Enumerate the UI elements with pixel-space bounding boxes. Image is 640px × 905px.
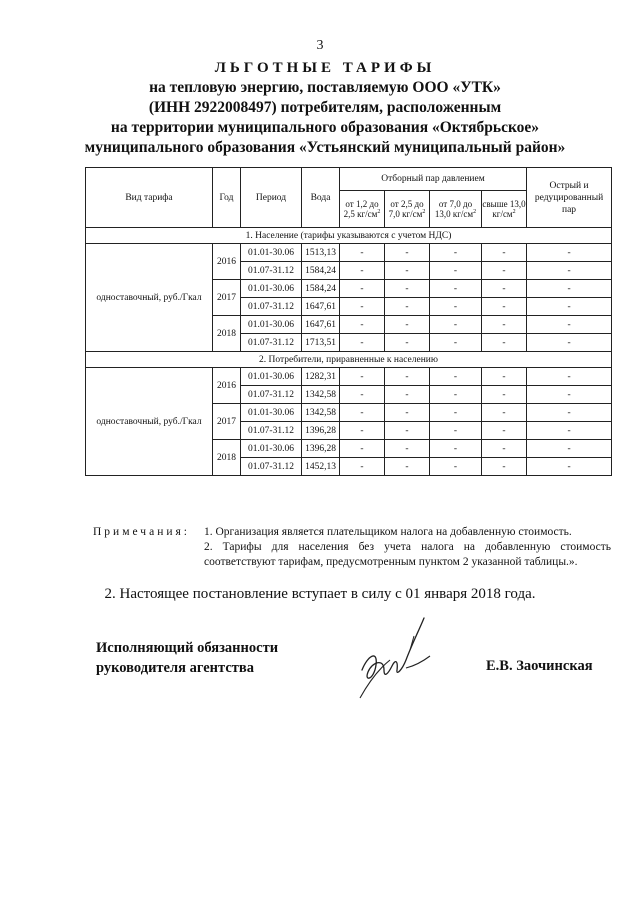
handwritten-signature — [350, 610, 440, 700]
title-heading: ЛЬГОТНЫЕ ТАРИФЫ — [214, 60, 436, 76]
header-pressure-4: свыше 13,0 $кг/см^2$ — [482, 191, 527, 228]
p3-cell: - — [430, 244, 482, 262]
water-cell: 1584,24 — [302, 262, 340, 280]
sharp-cell: - — [527, 368, 612, 386]
p4-cell: - — [482, 316, 527, 334]
water-cell: 1584,24 — [302, 280, 340, 298]
water-cell: 1647,61 — [302, 298, 340, 316]
p2-cell: - — [385, 334, 430, 352]
signatory-role: Исполняющий обязанности руководителя агентства — [96, 640, 279, 676]
sharp-cell: - — [527, 458, 612, 476]
period-cell: 01.07-31.12 — [241, 386, 302, 404]
header-pressure-3: от 7,0 до 13,0 $кг/см^2$ — [430, 191, 482, 228]
p1-cell: - — [340, 280, 385, 298]
p4-cell: - — [482, 458, 527, 476]
sharp-cell: - — [527, 386, 612, 404]
p1-cell: - — [340, 244, 385, 262]
period-cell: 01.01-30.06 — [241, 280, 302, 298]
year-cell: 2016 — [213, 368, 241, 404]
p3-cell: - — [430, 440, 482, 458]
document-title — [40, 58, 610, 158]
period-cell: 01.01-30.06 — [241, 244, 302, 262]
p4-cell: - — [482, 244, 527, 262]
note-2b: соответствуют тарифам, предусмотренным пунктом 2 указанной таблицы.». — [204, 556, 578, 568]
header-water: Вода — [302, 168, 340, 228]
p4-cell: - — [482, 280, 527, 298]
year-cell: 2018 — [213, 440, 241, 476]
period-cell: 01.07-31.12 — [241, 334, 302, 352]
notes-label: Примечания: — [93, 526, 190, 538]
sharp-cell: - — [527, 422, 612, 440]
sharp-cell: - — [527, 440, 612, 458]
p1-cell: - — [340, 334, 385, 352]
p1-cell: - — [340, 298, 385, 316]
tariff-table — [85, 167, 612, 476]
p2-cell: - — [385, 262, 430, 280]
title-line-1: на тепловую энергию, поставляемую ООО «УТК» — [149, 79, 501, 96]
water-cell: 1342,58 — [302, 386, 340, 404]
p3-cell: - — [430, 334, 482, 352]
sharp-cell: - — [527, 404, 612, 422]
header-sharp-steam: Острый и редуцированный пар — [527, 168, 612, 228]
table-row — [86, 368, 612, 386]
tariff-type-cell: одноставочный, руб./Гкал — [86, 368, 213, 476]
header-steam: Отборный пар давлением — [340, 168, 527, 191]
water-cell: 1452,13 — [302, 458, 340, 476]
period-cell: 01.01-30.06 — [241, 316, 302, 334]
section-title: 1. Население (тарифы указываются с учетом НДС) — [86, 228, 612, 244]
water-cell: 1342,58 — [302, 404, 340, 422]
p2-cell: - — [385, 244, 430, 262]
p3-cell: - — [430, 316, 482, 334]
p3-cell: - — [430, 458, 482, 476]
p3-cell: - — [430, 298, 482, 316]
period-cell: 01.07-31.12 — [241, 298, 302, 316]
sharp-cell: - — [527, 316, 612, 334]
p1-cell: - — [340, 404, 385, 422]
note-1: 1. Организация является плательщиком налога на добавленную стоимость. — [204, 526, 572, 538]
period-cell: 01.01-30.06 — [241, 440, 302, 458]
header-pressure-1: от 1,2 до 2,5 $кг/см^2$ — [340, 191, 385, 228]
title-line-3: на территории муниципального образования «Октябрьское» — [110, 119, 540, 136]
p4-cell: - — [482, 386, 527, 404]
period-cell: 01.07-31.12 — [241, 422, 302, 440]
p3-cell: - — [430, 368, 482, 386]
year-cell: 2017 — [213, 280, 241, 316]
p2-cell: - — [385, 458, 430, 476]
water-cell: 1282,31 — [302, 368, 340, 386]
water-cell: 1513,13 — [302, 244, 340, 262]
sharp-cell: - — [527, 334, 612, 352]
header-year: Год — [213, 168, 241, 228]
p2-cell: - — [385, 440, 430, 458]
water-cell: 1713,51 — [302, 334, 340, 352]
p4-cell: - — [482, 368, 527, 386]
year-cell: 2017 — [213, 404, 241, 440]
water-cell: 1396,28 — [302, 440, 340, 458]
tariff-type-cell: одноставочный, руб./Гкал — [86, 244, 213, 352]
table-row — [86, 244, 612, 262]
title-line-2: (ИНН 2922008497) потребителям, расположенным — [148, 99, 502, 116]
p1-cell: - — [340, 458, 385, 476]
p3-cell: - — [430, 404, 482, 422]
p3-cell: - — [430, 280, 482, 298]
period-cell: 01.07-31.12 — [241, 262, 302, 280]
p4-cell: - — [482, 262, 527, 280]
period-cell: 01.01-30.06 — [241, 404, 302, 422]
header-period: Период — [241, 168, 302, 228]
p4-cell: - — [482, 298, 527, 316]
period-cell: 01.07-31.12 — [241, 458, 302, 476]
p1-cell: - — [340, 440, 385, 458]
p3-cell: - — [430, 386, 482, 404]
p1-cell: - — [340, 262, 385, 280]
header-pressure-2: от 2,5 до 7,0 $кг/см^2$ — [385, 191, 430, 228]
p1-cell: - — [340, 422, 385, 440]
sharp-cell: - — [527, 262, 612, 280]
p3-cell: - — [430, 422, 482, 440]
note-2a: 2. Тарифы для населения без учета налога на добавленную стоимость — [204, 541, 611, 553]
sharp-cell: - — [527, 244, 612, 262]
p1-cell: - — [340, 386, 385, 404]
p2-cell: - — [385, 298, 430, 316]
effective-date-clause: 2. Настоящее постановление вступает в силу с 01 января 2018 года. — [104, 586, 536, 602]
water-cell: 1396,28 — [302, 422, 340, 440]
section-title: 2. Потребители, приравненные к населению — [86, 352, 612, 368]
p3-cell: - — [430, 262, 482, 280]
p4-cell: - — [482, 334, 527, 352]
period-cell: 01.01-30.06 — [241, 368, 302, 386]
p1-cell: - — [340, 368, 385, 386]
p1-cell: - — [340, 316, 385, 334]
p2-cell: - — [385, 386, 430, 404]
water-cell: 1647,61 — [302, 316, 340, 334]
signatory-name: Е.В. Заочинская — [486, 658, 593, 674]
p2-cell: - — [385, 404, 430, 422]
p4-cell: - — [482, 404, 527, 422]
p2-cell: - — [385, 422, 430, 440]
p2-cell: - — [385, 316, 430, 334]
p4-cell: - — [482, 440, 527, 458]
sharp-cell: - — [527, 298, 612, 316]
header-tariff-type: Вид тарифа — [86, 168, 213, 228]
p2-cell: - — [385, 280, 430, 298]
p2-cell: - — [385, 368, 430, 386]
sharp-cell: - — [527, 280, 612, 298]
p4-cell: - — [482, 422, 527, 440]
title-line-4: муниципального образования «Устьянский муниципальный район» — [84, 139, 566, 156]
page-number: 3 — [316, 38, 324, 53]
year-cell: 2016 — [213, 244, 241, 280]
year-cell: 2018 — [213, 316, 241, 352]
